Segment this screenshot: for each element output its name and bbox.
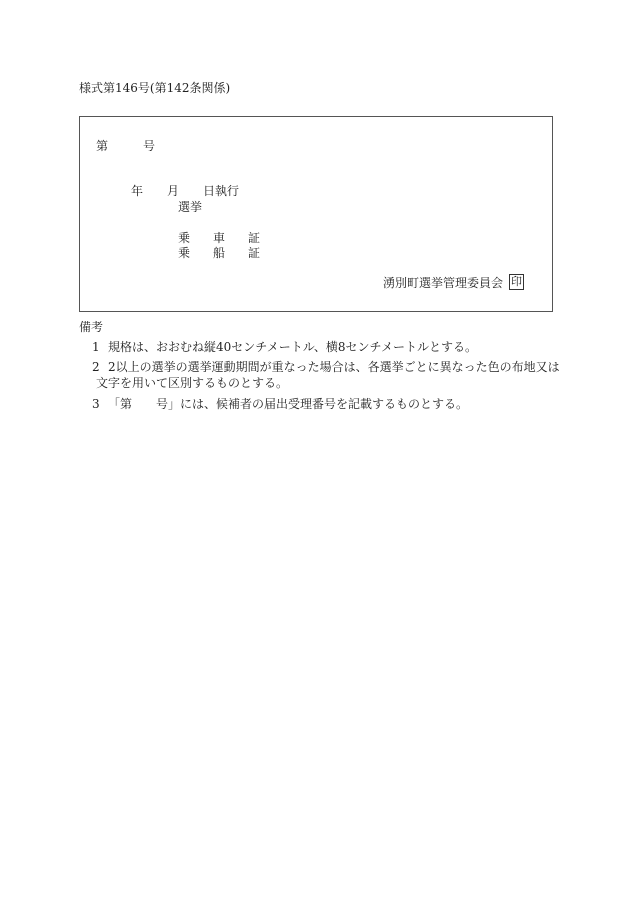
row2-char2: 船 [213,246,226,260]
number-suffix: 号 [143,139,156,153]
row2-char1: 乗 [178,246,191,260]
month-label: 月 [167,184,180,198]
note-text-continuation: 文字を用いて区別するものとする。 [96,376,289,390]
note-text: 2以上の選挙の選挙運動期間が重なった場合は、各選挙ごとに異なった色の布地又は [108,360,560,374]
note-text: 規格は、おおむね縦40センチメートル、横8センチメートルとする。 [108,340,477,354]
number-prefix: 第 [96,139,109,153]
row1-char2: 車 [213,231,226,245]
row1-char1: 乗 [178,231,191,245]
note-number: 1 [92,340,100,354]
election-label: 選挙 [178,200,203,214]
note-number: 3 [92,397,100,411]
issuer-name: 湧別町選挙管理委員会 [383,276,504,290]
form-title: 様式第146号(第142条関係) [79,81,231,95]
note-text: 「第 号」には、候補者の届出受理番号を記載するものとする。 [108,397,469,411]
year-label: 年 [131,184,144,198]
seal-mark: 印 [511,275,522,288]
notes-heading: 備考 [79,320,104,334]
row2-char3: 証 [248,246,261,260]
note-number: 2 [92,360,100,374]
day-executed-label: 日執行 [203,184,240,198]
row1-char3: 証 [248,231,261,245]
